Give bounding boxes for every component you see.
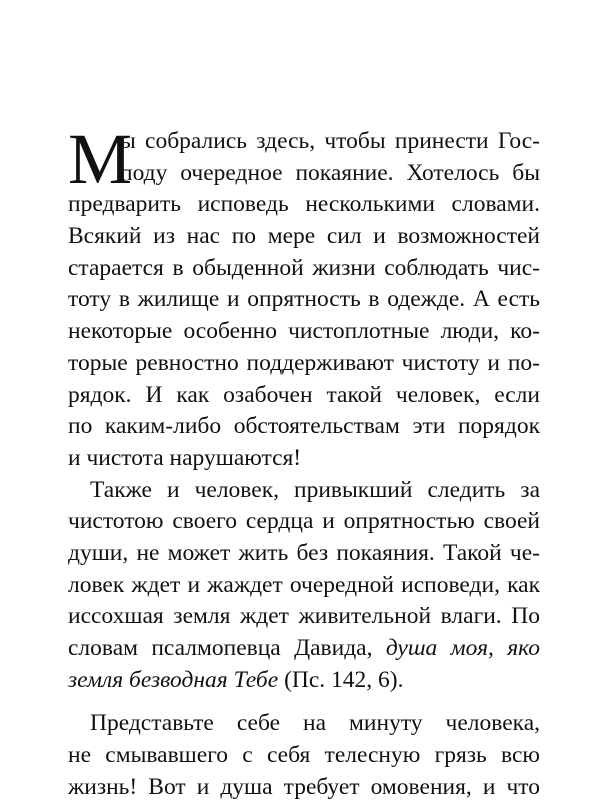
text-line: иссохшая земля ждет живительной влаги. По (68, 603, 540, 630)
text-line: поду очередное покаяние. Хотелось бы (120, 159, 540, 186)
text-line: рядок. И как озабочен такой человек, если (68, 381, 540, 408)
paragraph-gap (68, 696, 540, 708)
text-plain: словам псалмопевца Давида, (68, 635, 373, 661)
text-line: Также и человек, привыкший следить за (90, 476, 540, 503)
citation: (Пс. 142, 6). (284, 666, 404, 693)
text-line: по каким-либо обстоятельствам эти порядок (68, 413, 540, 440)
text-line: предварить исповедь несколькими словами. (68, 191, 540, 218)
text-line: некоторые особенно чистоплотные люди, ко- (68, 318, 540, 345)
text-line: Представьте себе на минуту человека, (90, 710, 540, 737)
paragraph-2 (68, 475, 540, 697)
paragraph-1 (68, 119, 540, 475)
text-line: старается в обыденной жизни соблюдать чис- (68, 254, 540, 281)
text-line: Всякий из нас по мере сил и возможностей (68, 223, 540, 250)
drop-cap: М (68, 119, 133, 199)
text-line: жизнь! Вот и душа требует омовения, и что (68, 773, 540, 800)
text-line: чистотою своего сердца и опрятностью своей (68, 508, 540, 535)
text-line: ловек ждет и жаждет очередной исповеди, как (68, 571, 540, 598)
text-line: души, не может жить без покаяния. Такой че- (68, 539, 540, 566)
text-line (68, 633, 540, 665)
text-line: не смывавшего с себя телесную грязь всю (68, 742, 540, 769)
text-body (68, 119, 540, 803)
text-line: ы собрались здесь, чтобы принести Гос- (120, 128, 540, 154)
text-line: и чистота нарушаются! (68, 444, 302, 471)
text-line (68, 665, 540, 697)
text-line: тоту в жилище и опрятность в одежде. А есть (68, 286, 540, 313)
paragraph-3 (68, 708, 540, 803)
text-line: торые ревностно поддерживают чистоту и по- (68, 349, 540, 376)
quote-italic: душа моя, яко (385, 635, 540, 661)
quote-italic: земля безводная Тебе (68, 666, 279, 693)
